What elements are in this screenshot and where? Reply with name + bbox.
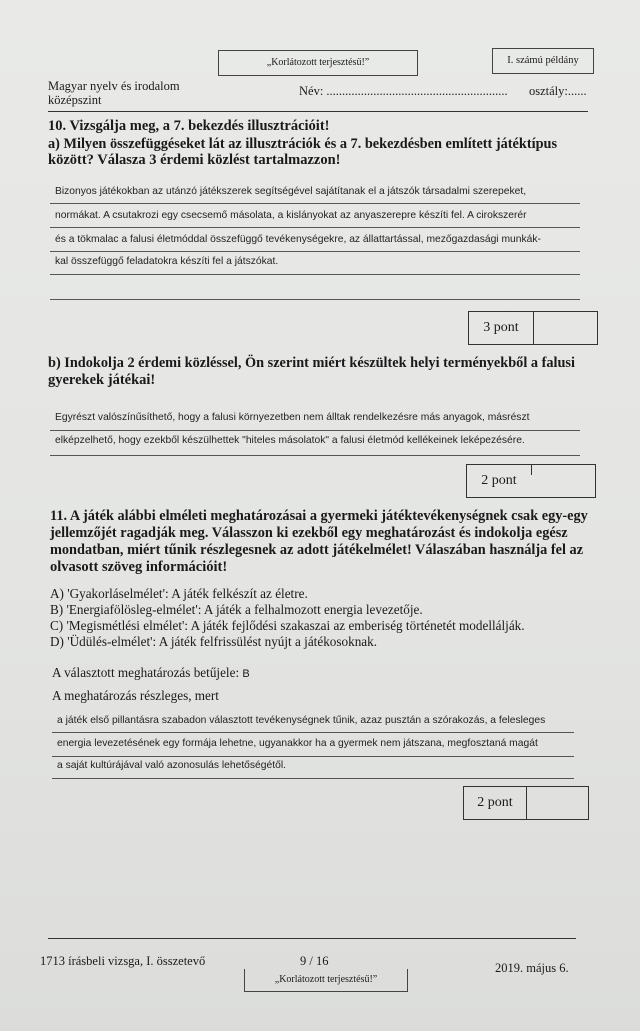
q11-points: 2 pont	[477, 795, 513, 810]
q10b-prompt-line-1: b) Indokolja 2 érdemi közléssel, Ön szerint miért készültek helyi terményekből a falusi	[48, 355, 575, 371]
score-cell	[531, 465, 532, 475]
q11-reason-label: A meghatározás részleges, mert	[52, 688, 219, 703]
footer-date: 2019. május 6.	[495, 961, 569, 975]
restricted-header-box	[218, 50, 418, 76]
restricted-footer-box	[244, 969, 408, 992]
answer-rule	[52, 778, 574, 779]
q10a-answer-line-4: kal összefüggő feladatokra készíti fel a játszókat.	[55, 256, 279, 267]
answer-rule	[50, 203, 580, 204]
q11-prompt-line-1: 11. A játék alábbi elméleti meghatározásai a gyermeki játéktevékenységnek csak egy-egy	[50, 508, 588, 524]
header-divider	[48, 111, 588, 112]
q11-answer-line-1: a játék első pillantásra szabadon választott tevékenységnek tűnik, azaz pusztán a szórakozás, a felesleges	[57, 715, 546, 726]
copy-label: I. számú példány	[507, 55, 579, 66]
q11-option-d: D) 'Üdülés-elmélet': A játék felfrissülést nyújt a játékosoknak.	[50, 634, 378, 649]
restricted-header-text: „Korlátozott terjesztésű!”	[266, 57, 370, 68]
q10a-answer-line-3: és a tökmalac a falusi életmóddal összefüggő tevékenységekre, az állattartással, mezőgazdasági munkák-	[55, 234, 541, 245]
q10-title: 10. Vizsgálja meg, a 7. bekezdés illusztrációit!	[48, 118, 330, 134]
answer-rule	[50, 251, 580, 252]
q10a-score-box	[468, 311, 598, 345]
restricted-footer-text: „Korlátozott terjesztésű!”	[274, 974, 378, 985]
answer-rule	[50, 455, 580, 456]
footer-exam-label: 1713 írásbeli vizsga, I. összetevő	[40, 954, 206, 968]
q11-prompt-line-2: jellemzőjét ragadják meg. Válasszon ki ezekből egy meghatározást és indokolja egész	[50, 525, 568, 541]
q11-choice-value: B	[242, 668, 250, 680]
q11-choice-label-text: A választott meghatározás betűjele:	[52, 665, 240, 680]
name-field-label: Név: ..........................................................	[299, 84, 508, 98]
q10a-answer-line-1: Bizonyos játékokban az utánzó játékszerek segítségével sajátítanak el a játszók társadalmi szerepeket,	[55, 186, 527, 197]
score-cell	[526, 787, 527, 819]
q10b-answer-line-1: Egyrészt valószínűsíthető, hogy a falusi környezetben nem álltak rendelkezésre más anyagok, másrészt	[55, 412, 530, 423]
q10a-points: 3 pont	[483, 320, 519, 335]
answer-rule	[52, 732, 574, 733]
copy-label-box	[492, 48, 594, 74]
q11-option-c: C) 'Megismétlési elmélet': A játék fejlődési szakaszai az emberiség történetét modellálják.	[50, 618, 525, 633]
q10a-prompt-line-1: a) Milyen összefüggéseket lát az illusztrációk és a 7. bekezdésben említett játéktípus	[48, 136, 558, 152]
q10b-prompt-line-2: gyerekek játékai!	[48, 372, 156, 388]
answer-rule	[50, 430, 580, 431]
answer-rule	[52, 756, 574, 757]
q10b-points: 2 pont	[481, 473, 517, 488]
q11-answer-line-2: energia levezetésének egy formája lehetne, ugyanakkor ha a gyermek nem játszana, megfosztaná magát	[57, 738, 538, 749]
footer-page-number: 9 / 16	[300, 954, 329, 968]
answer-rule	[50, 299, 580, 300]
subject-line-1: Magyar nyelv és irodalom	[48, 79, 180, 93]
q10a-answer-line-2: normákat. A csutakrozi egy csecsemő másolata, a kislányokat az anyaszerepre készíti fel. A cirokszerér	[55, 210, 527, 221]
answer-rule	[50, 274, 580, 275]
q11-option-b: B) 'Energiafölösleg-elmélet': A játék a felhalmozott energia levezetője.	[50, 602, 423, 617]
subject-line-2: középszint	[48, 93, 102, 107]
q10b-answer-line-2: elképzelhető, hogy ezekből készülhettek "hiteles másolatok" a falusi életmód kellékeinek leképezésére.	[55, 435, 525, 446]
score-cell	[533, 312, 534, 344]
q11-score-box	[463, 786, 589, 820]
q11-option-a: A) 'Gyakorláselmélet': A játék felkészít az életre.	[50, 586, 308, 601]
q11-prompt-line-3: mondatban, miért tűnik részlegesnek az adott játékelmélet! Válaszában használja fel az	[50, 542, 584, 558]
answer-rule	[50, 227, 580, 228]
q10a-prompt-line-2: között? Válasza 3 érdemi közlést tartalmazzon!	[48, 152, 341, 168]
class-field-label: osztály:......	[529, 84, 587, 98]
q11-choice-label	[52, 665, 250, 681]
footer-divider	[48, 938, 576, 939]
q10b-score-box	[466, 464, 596, 498]
q11-prompt-line-4: olvasott szöveg információit!	[50, 559, 228, 575]
q11-answer-line-3: a saját kultúrájával való azonosulás lehetőségétől.	[57, 760, 286, 771]
